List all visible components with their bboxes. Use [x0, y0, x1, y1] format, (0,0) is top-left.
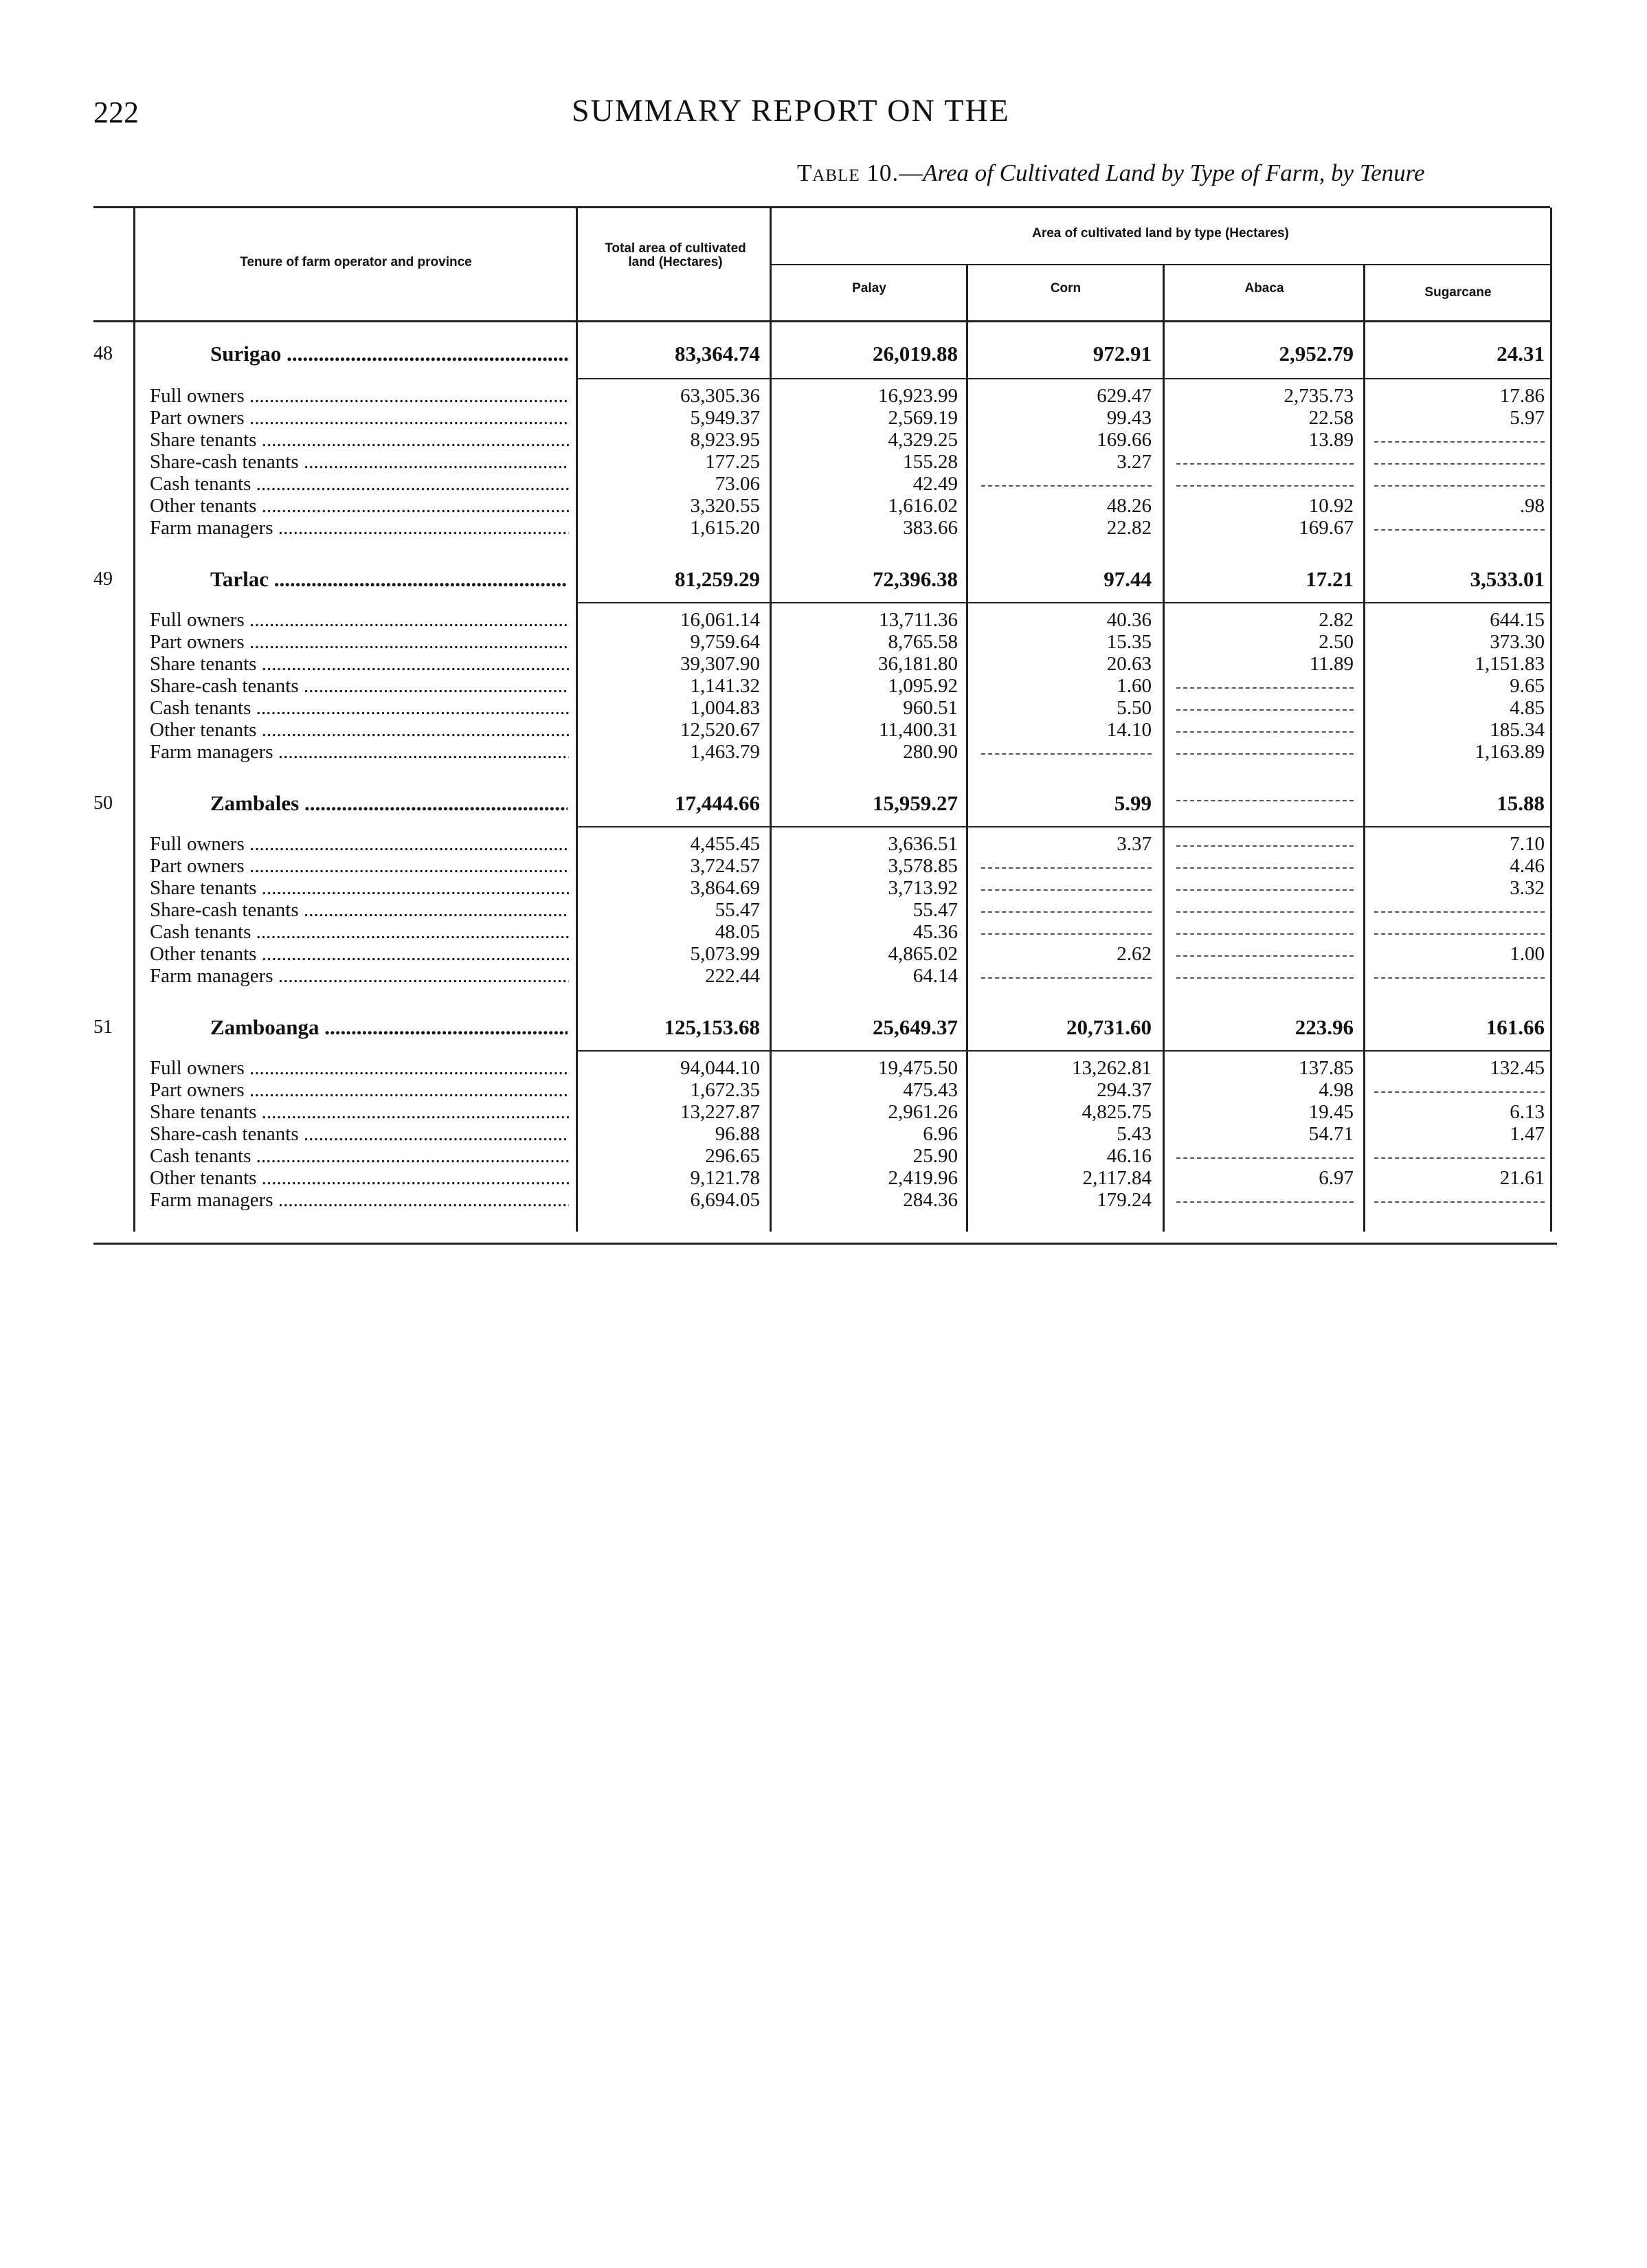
cell-sugarcane [1374, 473, 1545, 487]
tenure-row [0, 697, 1647, 719]
cell-palay: 15,959.27 [873, 791, 958, 815]
table-caption-label: Table 10. [797, 159, 899, 186]
tenure-row [0, 385, 1647, 407]
cell-abaca [1176, 788, 1354, 801]
cell-abaca [1176, 741, 1354, 755]
cell-abaca: 223.96 [1295, 1015, 1354, 1039]
row-label: Cash tenants ..... [150, 473, 569, 495]
cell-total: 1,141.32 [690, 675, 760, 697]
cell-sugarcane [1374, 899, 1545, 913]
cell-corn: 1.60 [1117, 675, 1152, 697]
row-label: Other tenants ..... [150, 1167, 569, 1189]
cell-abaca: 10.92 [1308, 495, 1354, 517]
cell-palay: 36,181.80 [878, 653, 958, 675]
running-head: SUMMARY REPORT ON THE [572, 93, 1010, 128]
cell-total: 177.25 [705, 451, 760, 473]
cell-sugarcane: 185.34 [1490, 719, 1545, 741]
cell-corn: 22.82 [1106, 517, 1152, 539]
tenure-row [0, 741, 1647, 763]
cell-corn [981, 473, 1152, 487]
cell-corn [981, 877, 1152, 891]
cell-total: 6,694.05 [690, 1189, 760, 1211]
cell-palay: 2,961.26 [888, 1101, 958, 1123]
cell-abaca [1176, 855, 1354, 869]
cell-sugarcane: 4.85 [1510, 697, 1545, 719]
table-top-rule [93, 206, 1550, 208]
cell-palay: 8,765.58 [888, 631, 958, 653]
cell-palay: 4,865.02 [888, 943, 958, 965]
province-row [0, 338, 1647, 370]
table-header-rule [93, 320, 1550, 322]
province-number: 50 [93, 792, 113, 814]
cell-palay: 3,636.51 [888, 833, 958, 855]
tenure-row [0, 1079, 1647, 1101]
cell-sugarcane: 1,163.89 [1475, 741, 1545, 763]
cell-corn [981, 899, 1152, 913]
cell-corn: 13,262.81 [1072, 1057, 1152, 1079]
cell-abaca: 11.89 [1309, 653, 1354, 675]
cell-palay: 383.66 [903, 517, 958, 539]
row-label: Farm managers ..... [150, 1189, 569, 1211]
table-bottom-rule [93, 1243, 1557, 1245]
cell-palay: 55.47 [912, 899, 958, 921]
cell-total: 83,364.74 [675, 342, 760, 366]
cell-palay: 64.14 [912, 965, 958, 987]
cell-corn: 97.44 [1103, 567, 1152, 591]
page-number: 222 [93, 96, 139, 129]
cell-palay: 960.51 [903, 697, 958, 719]
cell-corn: 3.27 [1117, 451, 1152, 473]
tenure-row [0, 451, 1647, 473]
cell-total: 5,949.37 [690, 407, 760, 429]
row-label: Share tenants ..... [150, 1101, 569, 1123]
cell-sugarcane: 1,151.83 [1475, 653, 1545, 675]
tenure-row [0, 921, 1647, 943]
province-number: 48 [93, 343, 113, 364]
cell-total: 4,455.45 [690, 833, 760, 855]
cell-corn: 15.35 [1106, 631, 1152, 653]
row-label: Share-cash tenants ..... [150, 899, 569, 921]
tenure-row [0, 833, 1647, 855]
cell-total: 16,061.14 [680, 609, 760, 631]
cell-total: 3,864.69 [690, 877, 760, 899]
row-label: Share-cash tenants ..... [150, 1123, 569, 1145]
tenure-row [0, 495, 1647, 517]
tenure-row [0, 675, 1647, 697]
cell-total: 125,153.68 [664, 1015, 760, 1039]
cell-sugarcane: 373.30 [1490, 631, 1545, 653]
cell-sugarcane: 7.10 [1510, 833, 1545, 855]
row-label: Other tenants ..... [150, 719, 569, 741]
cell-abaca: 2,735.73 [1284, 385, 1354, 407]
cell-palay: 19,475.50 [878, 1057, 958, 1079]
cell-palay: 25,649.37 [873, 1015, 958, 1039]
row-label: Share tenants ..... [150, 653, 569, 675]
row-label: Full owners ..... [150, 609, 569, 631]
cell-sugarcane [1374, 451, 1545, 465]
table-caption-title: Area of Cultivated Land by Type of Farm, by Tenure [923, 159, 1425, 186]
province-name: Zamboanga ..... [210, 1012, 568, 1043]
cell-total: 48.05 [715, 921, 760, 943]
province-name: Surigao ..... [210, 338, 568, 370]
table-group-rule [770, 264, 1550, 265]
cell-abaca [1176, 1189, 1354, 1203]
cell-sugarcane: 644.15 [1490, 609, 1545, 631]
province-row [0, 1012, 1647, 1043]
row-label: Farm managers ..... [150, 741, 569, 763]
cell-sugarcane [1374, 429, 1545, 443]
cell-total: 5,073.99 [690, 943, 760, 965]
cell-abaca [1176, 877, 1354, 891]
cell-corn: 20,731.60 [1066, 1015, 1152, 1039]
tenure-row [0, 1145, 1647, 1167]
cell-sugarcane: 5.97 [1510, 407, 1545, 429]
cell-sugarcane: 132.45 [1490, 1057, 1545, 1079]
tenure-row [0, 855, 1647, 877]
row-label: Part owners ..... [150, 407, 569, 429]
cell-sugarcane: 17.86 [1499, 385, 1545, 407]
cell-abaca [1176, 473, 1354, 487]
cell-palay: 13,711.36 [879, 609, 958, 631]
header-sugarcane: Sugarcane [1424, 285, 1492, 300]
cell-sugarcane [1374, 1145, 1545, 1159]
cell-sugarcane [1374, 965, 1545, 979]
cell-abaca: 54.71 [1308, 1123, 1354, 1145]
row-label: Other tenants ..... [150, 495, 569, 517]
cell-abaca [1176, 899, 1354, 913]
cell-total: 1,672.35 [690, 1079, 760, 1101]
cell-sugarcane [1374, 1079, 1545, 1093]
row-label: Full owners ..... [150, 833, 569, 855]
tenure-row [0, 877, 1647, 899]
cell-sugarcane: 24.31 [1497, 342, 1545, 366]
province-number: 51 [93, 1016, 113, 1038]
cell-palay: 280.90 [903, 741, 958, 763]
cell-abaca: 2.50 [1319, 631, 1354, 653]
cell-corn: 5.50 [1117, 697, 1152, 719]
cell-palay: 155.28 [903, 451, 958, 473]
cell-abaca: 6.97 [1319, 1167, 1354, 1189]
cell-total: 73.06 [715, 473, 760, 495]
cell-corn [981, 741, 1152, 755]
cell-total: 9,121.78 [690, 1167, 760, 1189]
cell-sugarcane [1374, 921, 1545, 935]
cell-corn [981, 855, 1152, 869]
cell-palay: 4,329.25 [888, 429, 958, 451]
tenure-row [0, 1167, 1647, 1189]
cell-abaca: 4.98 [1319, 1079, 1354, 1101]
cell-total: 55.47 [715, 899, 760, 921]
tenure-row [0, 1123, 1647, 1145]
row-label: Share-cash tenants ..... [150, 675, 569, 697]
cell-abaca: 17.21 [1306, 567, 1354, 591]
cell-corn: 4,825.75 [1082, 1101, 1152, 1123]
cell-corn: 629.47 [1097, 385, 1152, 407]
cell-corn: 99.43 [1106, 407, 1152, 429]
header-palay: Palay [852, 281, 886, 296]
cell-palay: 26,019.88 [873, 342, 958, 366]
cell-corn: 5.99 [1114, 791, 1152, 815]
cell-corn: 5.43 [1117, 1123, 1152, 1145]
cell-corn: 179.24 [1097, 1189, 1152, 1211]
cell-abaca [1176, 1145, 1354, 1159]
cell-abaca [1176, 833, 1354, 847]
cell-palay: 11,400.31 [879, 719, 958, 741]
province-name: Zambales ..... [210, 788, 568, 819]
cell-total: 1,615.20 [690, 517, 760, 539]
row-label: Part owners ..... [150, 855, 569, 877]
cell-corn [981, 965, 1152, 979]
cell-abaca: 2.82 [1319, 609, 1354, 631]
row-label: Cash tenants ..... [150, 697, 569, 719]
cell-abaca: 137.85 [1299, 1057, 1354, 1079]
cell-sugarcane: 4.46 [1510, 855, 1545, 877]
cell-sugarcane: .98 [1519, 495, 1545, 517]
row-label: Share tenants ..... [150, 877, 569, 899]
cell-total: 13,227.87 [680, 1101, 760, 1123]
province-rule [576, 826, 1550, 827]
row-label: Cash tenants ..... [150, 1145, 569, 1167]
cell-corn: 3.37 [1117, 833, 1152, 855]
row-label: Farm managers ..... [150, 517, 569, 539]
cell-palay: 3,578.85 [888, 855, 958, 877]
cell-palay: 72,396.38 [873, 567, 958, 591]
cell-palay: 2,569.19 [888, 407, 958, 429]
province-row [0, 564, 1647, 595]
cell-total: 12,520.67 [680, 719, 760, 741]
tenure-row [0, 965, 1647, 987]
header-group: Area of cultivated land by type (Hectares) [1032, 226, 1289, 241]
table-caption: Table 10.—Area of Cultivated Land by Type of Farm, by Tenure [797, 159, 1425, 186]
tenure-row [0, 631, 1647, 653]
cell-palay: 45.36 [912, 921, 958, 943]
cell-total: 296.65 [705, 1145, 760, 1167]
cell-abaca [1176, 719, 1354, 733]
row-label: Share tenants ..... [150, 429, 569, 451]
cell-abaca: 169.67 [1299, 517, 1354, 539]
cell-sugarcane: 1.00 [1510, 943, 1545, 965]
cell-palay: 3,713.92 [888, 877, 958, 899]
row-label: Part owners ..... [150, 631, 569, 653]
cell-abaca [1176, 451, 1354, 465]
tenure-row [0, 517, 1647, 539]
cell-palay: 6.96 [923, 1123, 958, 1145]
header-stub: Tenure of farm operator and province [240, 255, 472, 269]
row-label: Other tenants ..... [150, 943, 569, 965]
province-rule [576, 602, 1550, 603]
cell-palay: 284.36 [903, 1189, 958, 1211]
cell-total: 222.44 [705, 965, 760, 987]
cell-total: 3,724.57 [690, 855, 760, 877]
tenure-row [0, 429, 1647, 451]
tenure-row [0, 943, 1647, 965]
cell-corn: 169.66 [1097, 429, 1152, 451]
tenure-row [0, 407, 1647, 429]
cell-total: 9,759.64 [690, 631, 760, 653]
row-label: Cash tenants ..... [150, 921, 569, 943]
cell-sugarcane: 9.65 [1510, 675, 1545, 697]
province-name: Tarlac ..... [210, 564, 568, 595]
cell-abaca: 22.58 [1308, 407, 1354, 429]
cell-sugarcane: 1.47 [1510, 1123, 1545, 1145]
cell-abaca [1176, 697, 1354, 711]
tenure-row [0, 609, 1647, 631]
row-label: Farm managers ..... [150, 965, 569, 987]
cell-corn: 14.10 [1106, 719, 1152, 741]
cell-sugarcane: 15.88 [1497, 791, 1545, 815]
tenure-row [0, 653, 1647, 675]
cell-total: 1,004.83 [690, 697, 760, 719]
row-label: Share-cash tenants ..... [150, 451, 569, 473]
tenure-row [0, 719, 1647, 741]
cell-corn: 2,117.84 [1082, 1167, 1152, 1189]
cell-corn: 2.62 [1117, 943, 1152, 965]
cell-corn: 46.16 [1106, 1145, 1152, 1167]
cell-abaca [1176, 675, 1354, 689]
tenure-row [0, 1101, 1647, 1123]
cell-total: 8,923.95 [690, 429, 760, 451]
cell-abaca [1176, 921, 1354, 935]
cell-abaca: 2,952.79 [1279, 342, 1354, 366]
cell-total: 81,259.29 [675, 567, 760, 591]
province-number: 49 [93, 568, 113, 590]
cell-total: 96.88 [715, 1123, 760, 1145]
cell-sugarcane: 21.61 [1499, 1167, 1545, 1189]
cell-palay: 16,923.99 [878, 385, 958, 407]
cell-sugarcane: 3,533.01 [1470, 567, 1545, 591]
tenure-row [0, 1057, 1647, 1079]
cell-palay: 42.49 [912, 473, 958, 495]
row-label: Part owners ..... [150, 1079, 569, 1101]
cell-sugarcane [1374, 1189, 1545, 1203]
province-rule [576, 1050, 1550, 1052]
cell-sugarcane [1374, 517, 1545, 531]
cell-total: 3,320.55 [690, 495, 760, 517]
cell-abaca: 13.89 [1308, 429, 1354, 451]
cell-corn: 40.36 [1106, 609, 1152, 631]
row-label: Full owners ..... [150, 1057, 569, 1079]
cell-sugarcane: 3.32 [1510, 877, 1545, 899]
cell-palay: 1,616.02 [888, 495, 958, 517]
cell-palay: 475.43 [903, 1079, 958, 1101]
cell-palay: 25.90 [912, 1145, 958, 1167]
cell-corn: 972.91 [1093, 342, 1152, 366]
cell-corn: 48.26 [1106, 495, 1152, 517]
cell-abaca [1176, 943, 1354, 957]
tenure-row [0, 1189, 1647, 1211]
header-corn: Corn [1050, 281, 1082, 296]
cell-corn: 20.63 [1106, 653, 1152, 675]
cell-palay: 1,095.92 [888, 675, 958, 697]
cell-total: 39,307.90 [680, 653, 760, 675]
tenure-row [0, 899, 1647, 921]
cell-total: 94,044.10 [680, 1057, 760, 1079]
cell-abaca [1176, 965, 1354, 979]
cell-sugarcane: 161.66 [1486, 1015, 1545, 1039]
cell-sugarcane: 6.13 [1510, 1101, 1545, 1123]
header-total: Total area of cultivated land (Hectares) [605, 241, 746, 269]
cell-corn: 294.37 [1097, 1079, 1152, 1101]
cell-total: 1,463.79 [690, 741, 760, 763]
province-row [0, 788, 1647, 819]
tenure-row [0, 473, 1647, 495]
row-label: Full owners ..... [150, 385, 569, 407]
header-abaca: Abaca [1244, 281, 1284, 296]
cell-corn [981, 921, 1152, 935]
cell-total: 17,444.66 [675, 791, 760, 815]
cell-palay: 2,419.96 [888, 1167, 958, 1189]
cell-total: 63,305.36 [680, 385, 760, 407]
province-rule [576, 378, 1550, 379]
cell-abaca: 19.45 [1308, 1101, 1354, 1123]
